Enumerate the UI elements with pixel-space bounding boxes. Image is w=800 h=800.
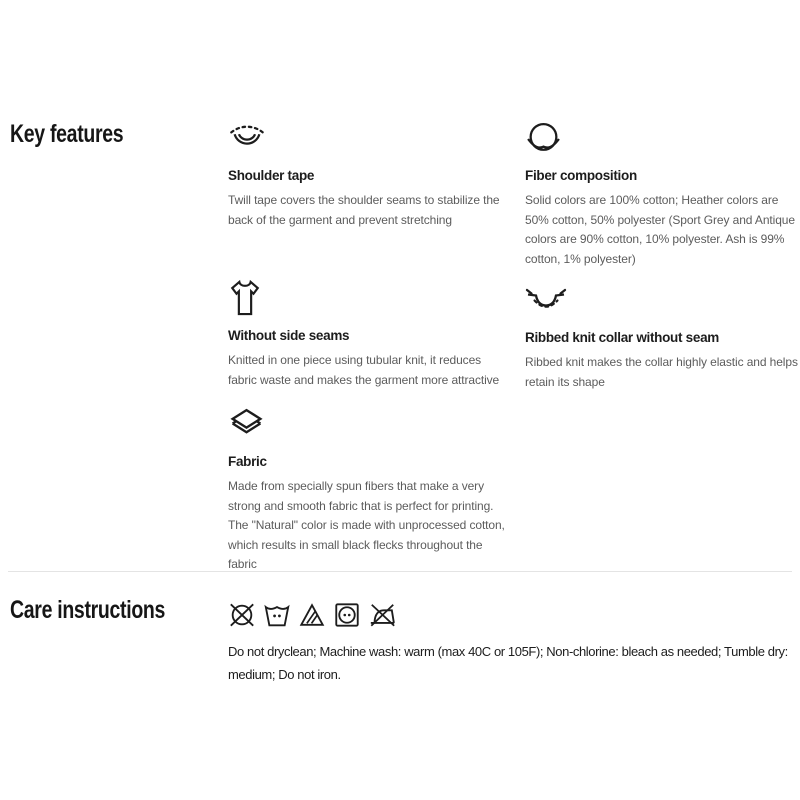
feature-without-side-seams: [228, 278, 508, 390]
care-instructions-text: Do not dryclean; Machine wash: warm (max 40C or 105F); Non-chlorine: bleach as needed; Tumble dry: medium; Do not iron.: [228, 644, 788, 682]
feature-fabric: [228, 406, 512, 575]
feature-description: Twill tape covers the shoulder seams to stabilize the back of the garment and prevent stretching: [228, 193, 500, 227]
feature-ribbed-collar: [525, 282, 800, 392]
care-instructions-heading: Care instructions: [10, 596, 166, 624]
fabric-layers-icon: [228, 406, 512, 444]
machine-wash-warm-icon: [263, 601, 291, 629]
feature-description: Solid colors are 100% cotton; Heather colors are 50% cotton, 50% polyester (Sport Grey and Antique colors are 90% cotton, 10% polyester. Ash is 99% cotton, 1% polyester): [525, 193, 795, 266]
key-features-heading: Key features: [10, 120, 124, 148]
tshirt-icon: [228, 278, 508, 318]
ribbed-collar-icon: [525, 282, 800, 320]
feature-fiber-composition: [525, 120, 800, 269]
care-icons-row: [228, 601, 397, 629]
feature-title: Fiber composition: [525, 168, 637, 183]
shoulder-tape-icon: [228, 120, 508, 158]
feature-title: Without side seams: [228, 328, 350, 343]
feature-description: Ribbed knit makes the collar highly elastic and helps retain its shape: [525, 355, 798, 389]
feature-title: Shoulder tape: [228, 168, 315, 183]
feature-description: Knitted in one piece using tubular knit, it reduces fabric waste and makes the garment more attractive: [228, 353, 500, 387]
do-not-dryclean-icon: [228, 601, 256, 629]
feature-description: Made from specially spun fibers that make a very strong and smooth fabric that is perfect for printing. The "Natural" color is made with unprocessed cotton, which results in small black flecks throughout the fabric: [228, 479, 505, 571]
feature-shoulder-tape: [228, 120, 508, 230]
section-divider: [8, 571, 792, 572]
feature-title: Ribbed knit collar without seam: [525, 330, 719, 345]
feature-title: Fabric: [228, 454, 267, 469]
fiber-composition-icon: [525, 120, 800, 158]
tumble-dry-medium-icon: [333, 601, 361, 629]
non-chlorine-bleach-icon: [298, 601, 326, 629]
do-not-iron-icon: [368, 601, 397, 629]
